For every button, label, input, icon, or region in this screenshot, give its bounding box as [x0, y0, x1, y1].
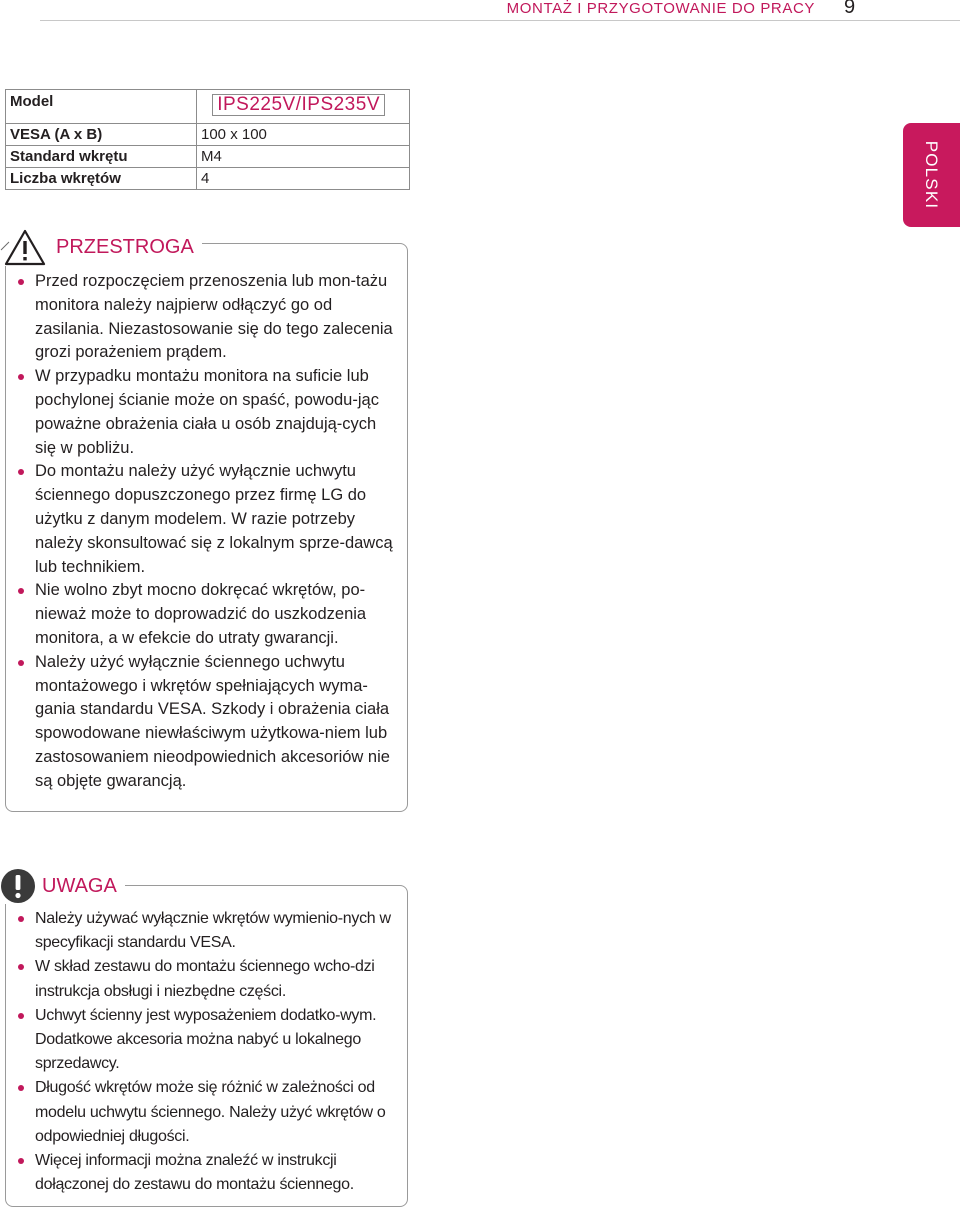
table-row [6, 124, 410, 146]
list-item: Należy użyć wyłącznie ściennego uchwytu montażowego i wkrętów spełniających wyma-gania standardu VESA. Szkody i obrażenia ciała spowodowane niewłaściwym użytkowa-niem lub zastosowaniem nieodpowiednich akcesoriów nie są objęte gwarancją. [13, 651, 399, 794]
page-number: 9 [844, 0, 856, 18]
list-item: Więcej informacji można znaleźć w instrukcji dołączonej do zestawu do montażu ściennego. [13, 1149, 399, 1197]
list-item: W przypadku montażu monitora na suficie lub pochylonej ścianie może on spaść, powodu-jąc poważne obrażenia ciała u osób znajdują-cych się w pobliżu. [13, 365, 399, 460]
caution-title: PRZESTROGA [56, 235, 194, 258]
list-item: Do montażu należy użyć wyłącznie uchwytu ściennego dopuszczonego przez firmę LG do użytku z danym modelem. W razie potrzeby należy skonsultować się z lokalnym sprze-dawcą lub technikiem. [13, 460, 399, 579]
caution-list [13, 270, 399, 794]
spec-value-cell [197, 90, 410, 124]
language-tab-label: POLSKI [922, 140, 941, 210]
list-item: Uchwyt ścienny jest wyposażeniem dodatko-wym. Dodatkowe akcesoria można nabyć u lokalnego sprzedawcy. [13, 1004, 399, 1077]
caution-box [5, 235, 408, 812]
spec-label: Liczba wkrętów [6, 168, 197, 190]
header-rule [40, 20, 960, 21]
spec-label: VESA (A x B) [6, 124, 197, 146]
spec-value: 4 [197, 168, 410, 190]
note-list [13, 907, 399, 1197]
spec-value: M4 [197, 146, 410, 168]
table-row [6, 168, 410, 190]
spec-label: Standard wkrętu [6, 146, 197, 168]
table-row [6, 146, 410, 168]
note-title: UWAGA [42, 874, 117, 897]
spec-table [5, 89, 410, 190]
model-value: IPS225V/IPS235V [212, 94, 385, 116]
table-row [6, 90, 410, 124]
caution-header [0, 228, 202, 266]
spec-label: Model [6, 90, 197, 124]
list-item: Przed rozpoczęciem przenoszenia lub mon-tażu monitora należy najpierw odłączyć go od zasilania. Niezastosowanie się do tego zalecenia grozi porażeniem prądem. [13, 270, 399, 365]
list-item: Należy używać wyłącznie wkrętów wymienio-nych w specyfikacji standardu VESA. [13, 907, 399, 955]
section-title: MONTAŻ I PRZYGOTOWANIE DO PRACY [506, 0, 815, 17]
list-item: Długość wkrętów może się różnić w zależności od modelu uchwytu ściennego. Należy użyć wkrętów o odpowiedniej długości. [13, 1076, 399, 1149]
note-box [5, 874, 408, 1207]
note-header [0, 868, 125, 904]
list-item: W skład zestawu do montażu ściennego wcho-dzi instrukcja obsługi i niezbędne części. [13, 955, 399, 1003]
spec-value: 100 x 100 [197, 124, 410, 146]
list-item: Nie wolno zbyt mocno dokręcać wkrętów, po-nieważ może to doprowadzić do uszkodzenia monitora, a w efekcie do utraty gwarancji. [13, 579, 399, 650]
language-tab[interactable] [903, 123, 960, 227]
exclamation-circle-icon [0, 868, 36, 904]
warning-triangle-icon [0, 228, 50, 266]
